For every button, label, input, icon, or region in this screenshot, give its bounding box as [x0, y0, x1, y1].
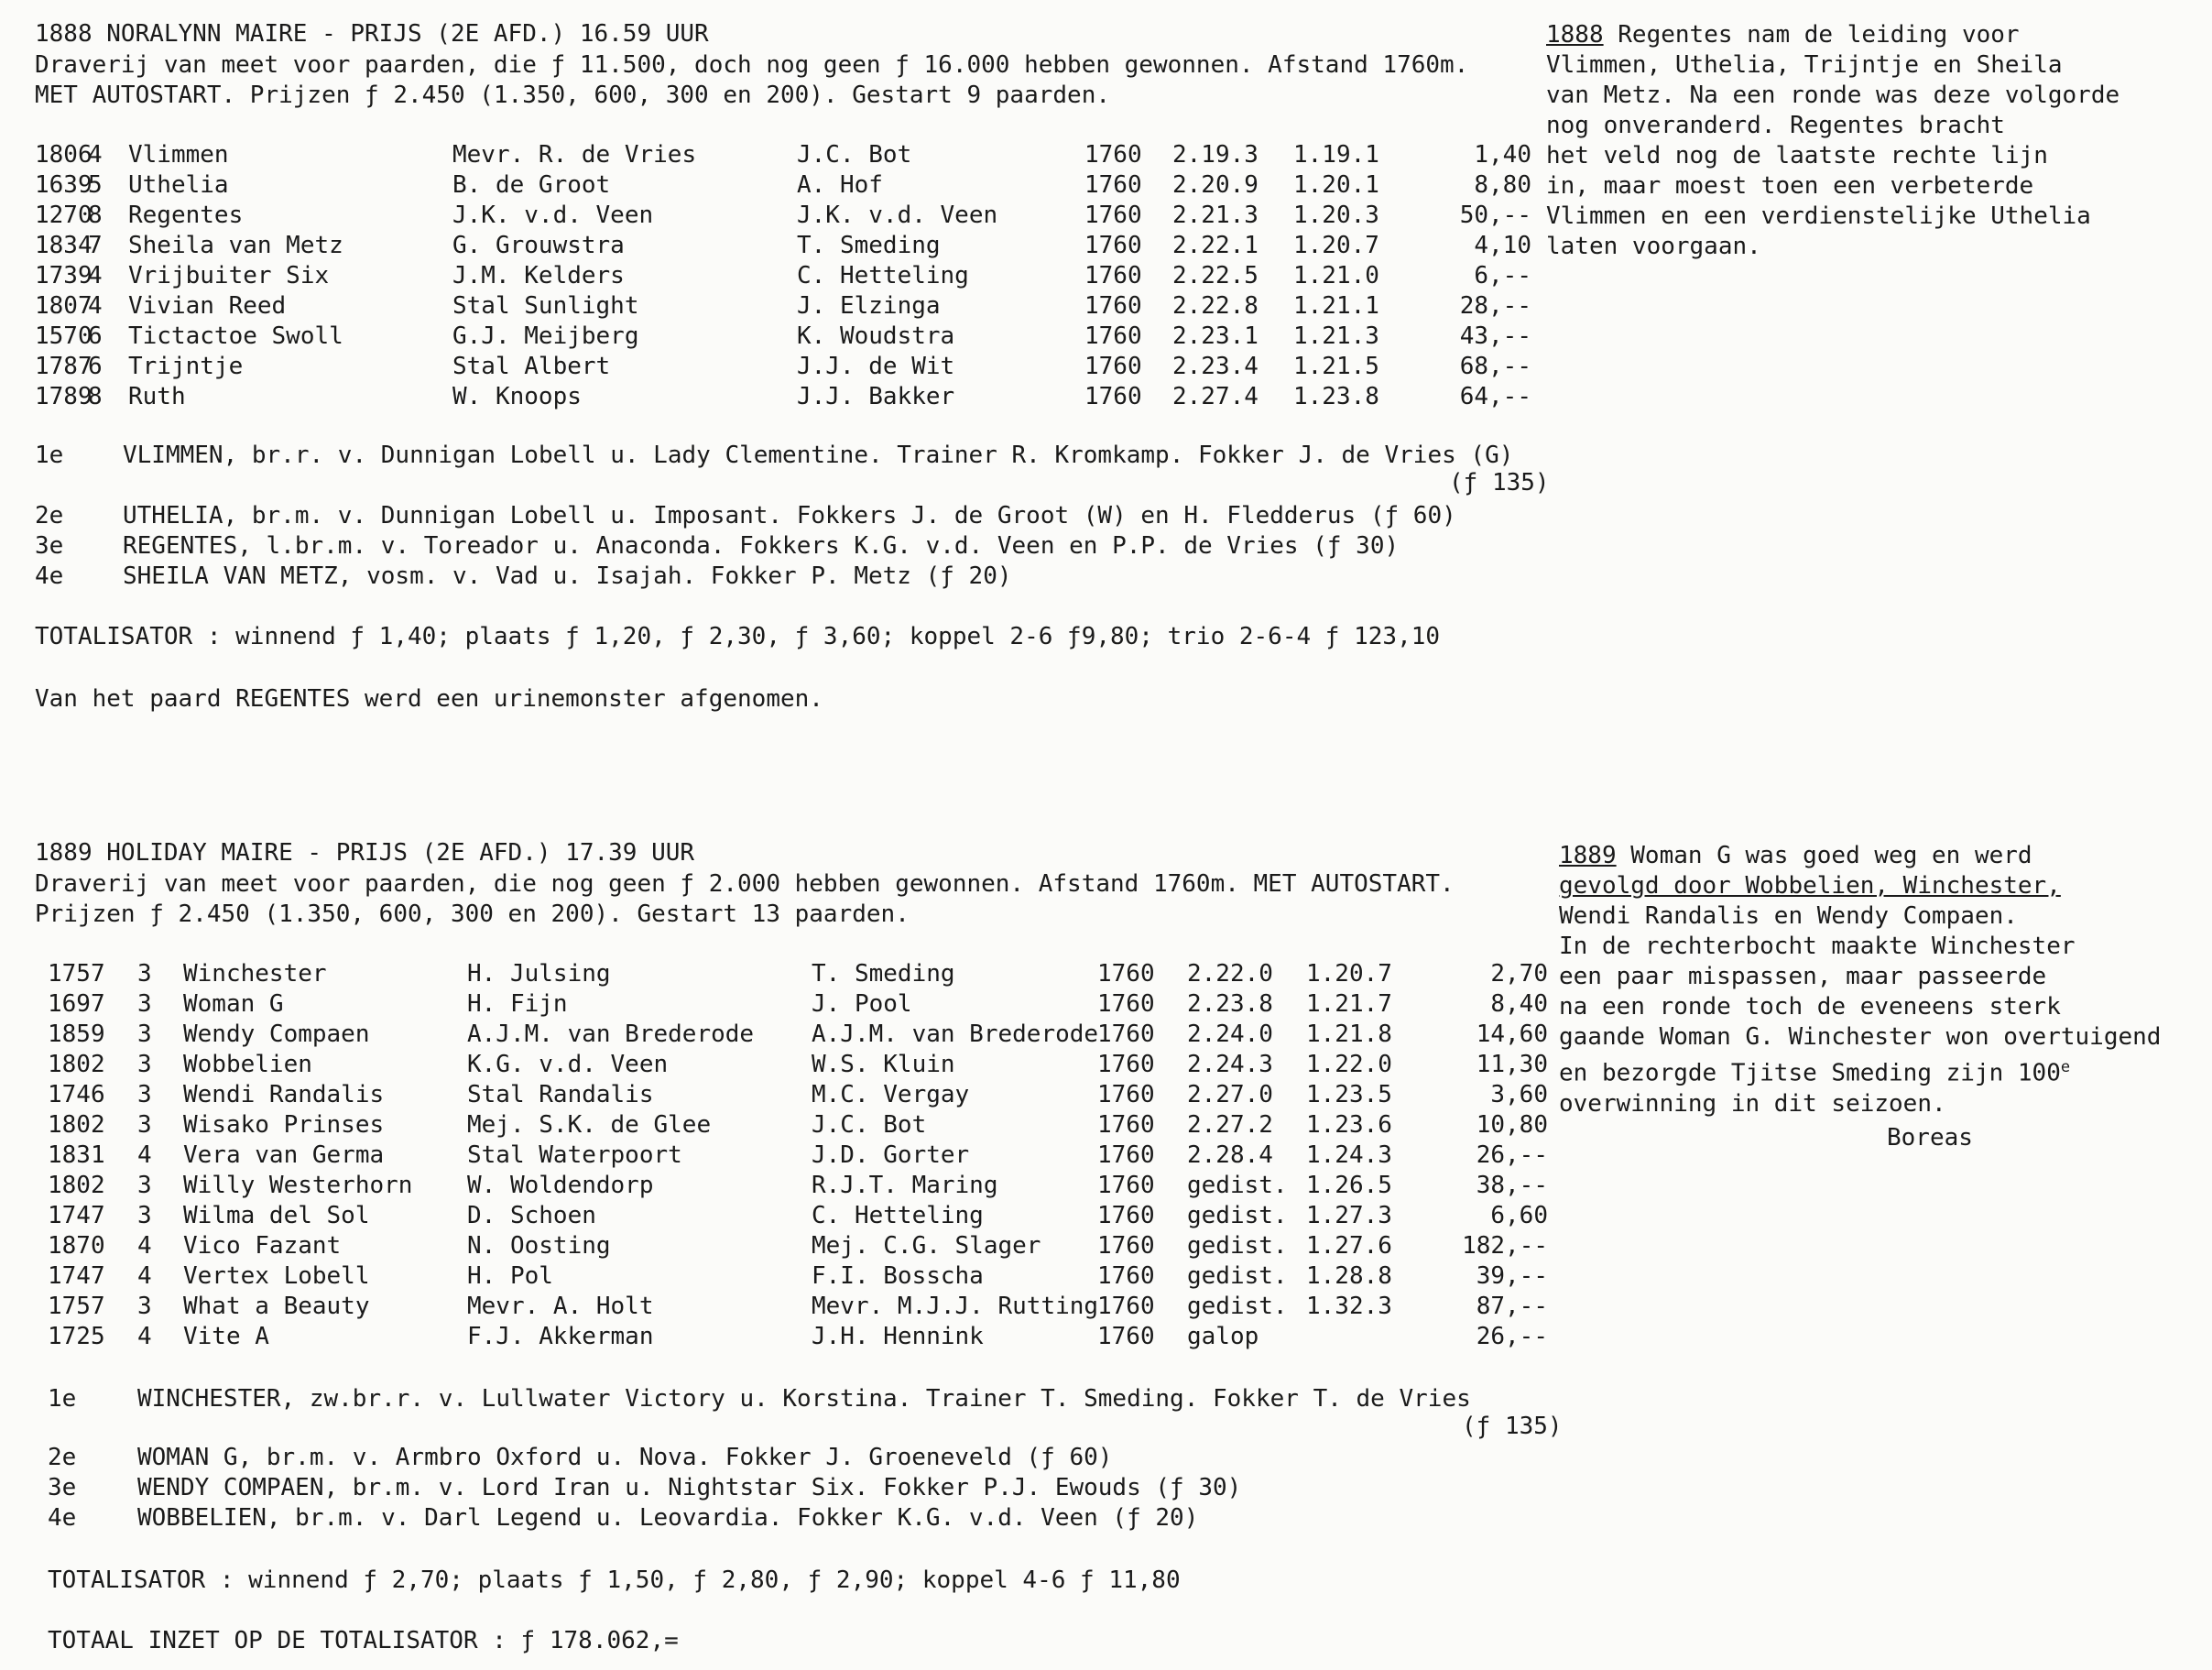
- cell-km: 1.21.0: [1293, 262, 1379, 289]
- cell-odds: 8,40: [1490, 990, 1548, 1018]
- place-position: 2e: [35, 502, 64, 529]
- cell-nr: 1787: [35, 353, 93, 380]
- race1-note-line: van Metz. Na een ronde was deze volgorde: [1546, 82, 2120, 109]
- cell-dist: 1760: [1084, 232, 1142, 259]
- cell-owner: B. de Groot: [452, 171, 611, 199]
- cell-driver: J.J. de Wit: [797, 353, 955, 380]
- cell-dist: 1760: [1097, 1081, 1155, 1108]
- cell-nr: 1739: [35, 262, 93, 289]
- cell-nr: 1802: [48, 1172, 105, 1199]
- race1-desc-1: Draverij van meet voor paarden, die ƒ 11.500, doch nog geen ƒ 16.000 hebben gewonnen. Afstand 1760m.: [35, 51, 1469, 79]
- race2-total-inzet: TOTAAL INZET OP DE TOTALISATOR : ƒ 178.062,=: [48, 1627, 679, 1654]
- cell-driver: A. Hof: [797, 171, 883, 199]
- race2-header: 1889 HOLIDAY MAIRE - PRIJS (2E AFD.) 17.39 UUR: [35, 839, 695, 867]
- cell-dist: 1760: [1084, 141, 1142, 169]
- cell-nr: 1697: [48, 990, 105, 1018]
- cell-time: 2.19.3: [1172, 141, 1259, 169]
- race2-note-line: na een ronde toch de eveneens sterk: [1559, 993, 2061, 1021]
- cell-odds: 14,60: [1476, 1021, 1548, 1048]
- cell-driver: J. Pool: [812, 990, 912, 1018]
- cell-dist: 1760: [1097, 1051, 1155, 1078]
- cell-nr: 1831: [48, 1141, 105, 1169]
- cell-nr: 1859: [48, 1021, 105, 1048]
- place-position: 3e: [48, 1474, 77, 1501]
- cell-time: gedist.: [1187, 1202, 1288, 1229]
- cell-driver: R.J.T. Maring: [812, 1172, 998, 1199]
- cell-time: 2.22.0: [1187, 960, 1273, 988]
- cell-driver: T. Smeding: [812, 960, 955, 988]
- cell-owner: A.J.M. van Brederode: [467, 1021, 755, 1048]
- cell-age: 3: [137, 1293, 152, 1320]
- cell-km: 1.21.8: [1306, 1021, 1392, 1048]
- cell-time: gedist.: [1187, 1172, 1288, 1199]
- cell-nr: 1746: [48, 1081, 105, 1108]
- cell-horse: Wendi Randalis: [183, 1081, 385, 1108]
- cell-horse: Vrijbuiter Six: [128, 262, 330, 289]
- cell-owner: Stal Sunlight: [452, 292, 639, 320]
- place-description: WOBBELIEN, br.m. v. Darl Legend u. Leovardia. Fokker K.G. v.d. Veen (ƒ 20): [137, 1504, 1199, 1532]
- cell-owner: F.J. Akkerman: [467, 1323, 654, 1350]
- place-position: 1e: [35, 442, 64, 469]
- cell-km: 1.21.7: [1306, 990, 1392, 1018]
- cell-horse: Trijntje: [128, 353, 244, 380]
- race2-note-line: Wendi Randalis en Wendy Compaen.: [1559, 902, 2018, 930]
- cell-owner: H. Pol: [467, 1262, 553, 1290]
- cell-age: 8: [88, 383, 103, 410]
- cell-dist: 1760: [1097, 1323, 1155, 1350]
- cell-driver: J.D. Gorter: [812, 1141, 970, 1169]
- race2-note-number: 1889: [1559, 842, 1617, 869]
- cell-age: 6: [88, 353, 103, 380]
- cell-dist: 1760: [1084, 383, 1142, 410]
- race1-desc-2: MET AUTOSTART. Prijzen ƒ 2.450 (1.350, 600, 300 en 200). Gestart 9 paarden.: [35, 82, 1110, 109]
- cell-driver: A.J.M. van Brederode: [812, 1021, 1099, 1048]
- place-description: WINCHESTER, zw.br.r. v. Lullwater Victory u. Korstina. Trainer T. Smeding. Fokker T. de Vries: [137, 1385, 1471, 1413]
- race2-note-superscript: e: [2060, 1058, 2071, 1076]
- cell-age: 4: [137, 1141, 152, 1169]
- cell-time: 2.20.9: [1172, 171, 1259, 199]
- cell-owner: Mevr. A. Holt: [467, 1293, 654, 1320]
- race2-note-line: overwinning in dit seizoen.: [1559, 1089, 1946, 1118]
- cell-driver: K. Woudstra: [797, 322, 955, 350]
- cell-nr: 1725: [48, 1323, 105, 1350]
- cell-dist: 1760: [1097, 1262, 1155, 1290]
- cell-nr: 1807: [35, 292, 93, 320]
- cell-odds: 4,10: [1474, 232, 1531, 259]
- race1-totalisator: TOTALISATOR : winnend ƒ 1,40; plaats ƒ 1,20, ƒ 2,30, ƒ 3,60; koppel 2-6 ƒ9,80; trio 2-6-4 ƒ 123,10: [35, 623, 1441, 650]
- cell-dist: 1760: [1097, 990, 1155, 1018]
- cell-horse: Vertex Lobell: [183, 1262, 370, 1290]
- race1-note: [1546, 20, 2119, 262]
- cell-km: 1.22.0: [1306, 1051, 1392, 1078]
- cell-time: 2.22.5: [1172, 262, 1259, 289]
- cell-age: 3: [137, 1021, 152, 1048]
- cell-age: 4: [137, 1323, 152, 1350]
- cell-age: 5: [88, 171, 103, 199]
- cell-odds: 11,30: [1476, 1051, 1548, 1078]
- cell-owner: W. Woldendorp: [467, 1172, 654, 1199]
- cell-nr: 1757: [48, 960, 105, 988]
- place-description: WENDY COMPAEN, br.m. v. Lord Iran u. Nightstar Six. Fokker P.J. Ewouds (ƒ 30): [137, 1474, 1242, 1501]
- cell-horse: Winchester: [183, 960, 327, 988]
- cell-odds: 6,60: [1490, 1202, 1548, 1229]
- cell-driver: J.K. v.d. Veen: [797, 202, 998, 229]
- cell-horse: Wendy Compaen: [183, 1021, 370, 1048]
- cell-km: 1.21.3: [1293, 322, 1379, 350]
- cell-km: 1.32.3: [1306, 1293, 1392, 1320]
- cell-odds: 26,--: [1476, 1323, 1548, 1350]
- cell-nr: 1806: [35, 141, 93, 169]
- race1-note-line: het veld nog de laatste rechte lijn: [1546, 142, 2048, 169]
- cell-horse: Vlimmen: [128, 141, 229, 169]
- cell-odds: 1,40: [1474, 141, 1531, 169]
- cell-nr: 1789: [35, 383, 93, 410]
- cell-odds: 68,--: [1459, 353, 1531, 380]
- cell-horse: Regentes: [128, 202, 244, 229]
- race1-note-line: nog onveranderd. Regentes bracht: [1546, 112, 2005, 139]
- cell-km: 1.23.5: [1306, 1081, 1392, 1108]
- cell-driver: J. Elzinga: [797, 292, 941, 320]
- cell-nr: 1834: [35, 232, 93, 259]
- cell-driver: J.H. Hennink: [812, 1323, 984, 1350]
- cell-age: 3: [137, 1081, 152, 1108]
- race2-note-line: gevolgd door Wobbelien, Winchester,: [1559, 872, 2061, 900]
- cell-owner: Stal Waterpoort: [467, 1141, 682, 1169]
- cell-time: 2.27.0: [1187, 1081, 1273, 1108]
- cell-horse: Vite A: [183, 1323, 269, 1350]
- cell-age: 3: [137, 1202, 152, 1229]
- race2-note-line: een paar mispassen, maar passeerde: [1559, 963, 2047, 990]
- cell-time: 2.28.4: [1187, 1141, 1273, 1169]
- cell-age: 3: [137, 1111, 152, 1139]
- race2-note: [1559, 841, 2161, 1153]
- cell-horse: Vivian Reed: [128, 292, 287, 320]
- cell-odds: 8,80: [1474, 171, 1531, 199]
- cell-odds: 87,--: [1476, 1293, 1548, 1320]
- place-position: 4e: [35, 562, 64, 590]
- cell-age: 4: [137, 1232, 152, 1260]
- cell-owner: Mevr. R. de Vries: [452, 141, 697, 169]
- cell-driver: C. Hetteling: [812, 1202, 984, 1229]
- cell-km: 1.20.3: [1293, 202, 1379, 229]
- race2-desc-1: Draverij van meet voor paarden, die nog geen ƒ 2.000 hebben gewonnen. Afstand 1760m. MET AUTOSTART.: [35, 870, 1455, 898]
- cell-age: 3: [137, 960, 152, 988]
- cell-dist: 1760: [1097, 1202, 1155, 1229]
- cell-dist: 1760: [1084, 353, 1142, 380]
- cell-odds: 28,--: [1459, 292, 1531, 320]
- cell-owner: N. Oosting: [467, 1232, 611, 1260]
- place-position: 3e: [35, 532, 64, 560]
- cell-driver: W.S. Kluin: [812, 1051, 955, 1078]
- cell-km: 1.19.1: [1293, 141, 1379, 169]
- signature: Boreas: [1887, 1123, 1973, 1152]
- cell-owner: W. Knoops: [452, 383, 582, 410]
- cell-time: 2.23.8: [1187, 990, 1273, 1018]
- cell-dist: 1760: [1097, 1021, 1155, 1048]
- cell-odds: 43,--: [1459, 322, 1531, 350]
- cell-dist: 1760: [1097, 1293, 1155, 1320]
- cell-time: 2.23.4: [1172, 353, 1259, 380]
- cell-time: 2.21.3: [1172, 202, 1259, 229]
- cell-odds: 38,--: [1476, 1172, 1548, 1199]
- cell-owner: G.J. Meijberg: [452, 322, 639, 350]
- cell-dist: 1760: [1084, 322, 1142, 350]
- cell-odds: 3,60: [1490, 1081, 1548, 1108]
- cell-nr: 1570: [35, 322, 93, 350]
- cell-age: 4: [137, 1262, 152, 1290]
- cell-km: 1.27.6: [1306, 1232, 1392, 1260]
- place-prize: (ƒ 135): [1449, 469, 1550, 497]
- cell-horse: Woman G: [183, 990, 284, 1018]
- cell-odds: 6,--: [1474, 262, 1531, 289]
- cell-age: 4: [88, 141, 103, 169]
- cell-horse: Willy Westerhorn: [183, 1172, 413, 1199]
- cell-nr: 1757: [48, 1293, 105, 1320]
- cell-km: 1.26.5: [1306, 1172, 1392, 1199]
- cell-age: 7: [88, 232, 103, 259]
- race2-note-line: en bezorgde Tjitse Smeding zijn 100: [1559, 1059, 2061, 1087]
- race1-note-line: Vlimmen, Uthelia, Trijntje en Sheila: [1546, 51, 2063, 79]
- cell-horse: What a Beauty: [183, 1293, 370, 1320]
- race2-note-line: Woman G was goed weg en werd: [1616, 842, 2032, 869]
- cell-km: 1.21.1: [1293, 292, 1379, 320]
- cell-km: 1.27.3: [1306, 1202, 1392, 1229]
- cell-driver: Mej. C.G. Slager: [812, 1232, 1041, 1260]
- cell-km: 1.20.7: [1293, 232, 1379, 259]
- place-description: WOMAN G, br.m. v. Armbro Oxford u. Nova. Fokker J. Groeneveld (ƒ 60): [137, 1444, 1113, 1471]
- cell-age: 3: [137, 990, 152, 1018]
- cell-driver: M.C. Vergay: [812, 1081, 970, 1108]
- cell-dist: 1760: [1097, 1232, 1155, 1260]
- cell-nr: 1639: [35, 171, 93, 199]
- race1-note-line: laten voorgaan.: [1546, 233, 1761, 260]
- cell-driver: J.C. Bot: [812, 1111, 927, 1139]
- cell-odds: 182,--: [1462, 1232, 1548, 1260]
- cell-time: 2.22.1: [1172, 232, 1259, 259]
- race2-desc-2: Prijzen ƒ 2.450 (1.350, 600, 300 en 200). Gestart 13 paarden.: [35, 900, 910, 928]
- race2-note-line: gaande Woman G. Winchester won overtuigend: [1559, 1023, 2162, 1051]
- cell-time: 2.24.0: [1187, 1021, 1273, 1048]
- cell-time: gedist.: [1187, 1262, 1288, 1290]
- place-prize: (ƒ 135): [1462, 1413, 1563, 1440]
- cell-driver: C. Hetteling: [797, 262, 969, 289]
- cell-driver: J.J. Bakker: [797, 383, 955, 410]
- cell-time: 2.22.8: [1172, 292, 1259, 320]
- race1-note-line: in, maar moest toen een verbeterde: [1546, 172, 2034, 200]
- cell-km: 1.28.8: [1306, 1262, 1392, 1290]
- cell-driver: Mevr. M.J.J. Rutting: [812, 1293, 1099, 1320]
- cell-horse: Vera van Germa: [183, 1141, 385, 1169]
- cell-dist: 1760: [1084, 202, 1142, 229]
- cell-horse: Tictactoe Swoll: [128, 322, 343, 350]
- cell-dist: 1760: [1097, 1111, 1155, 1139]
- race1-remark: Van het paard REGENTES werd een urinemonster afgenomen.: [35, 685, 823, 713]
- cell-horse: Uthelia: [128, 171, 229, 199]
- cell-odds: 2,70: [1490, 960, 1548, 988]
- cell-owner: D. Schoen: [467, 1202, 596, 1229]
- place-description: VLIMMEN, br.r. v. Dunnigan Lobell u. Lady Clementine. Trainer R. Kromkamp. Fokker J. de Vries (G): [123, 442, 1514, 469]
- cell-owner: G. Grouwstra: [452, 232, 625, 259]
- cell-dist: 1760: [1097, 1141, 1155, 1169]
- cell-time: 2.27.4: [1172, 383, 1259, 410]
- race1-note-line: Vlimmen en een verdienstelijke Uthelia: [1546, 202, 2091, 230]
- cell-km: 1.20.1: [1293, 171, 1379, 199]
- cell-owner: H. Julsing: [467, 960, 611, 988]
- cell-owner: Stal Albert: [452, 353, 611, 380]
- cell-owner: J.K. v.d. Veen: [452, 202, 654, 229]
- cell-horse: Sheila van Metz: [128, 232, 343, 259]
- place-description: REGENTES, l.br.m. v. Toreador u. Anaconda. Fokkers K.G. v.d. Veen en P.P. de Vries (ƒ 30): [123, 532, 1400, 560]
- cell-time: gedist.: [1187, 1232, 1288, 1260]
- cell-dist: 1760: [1097, 1172, 1155, 1199]
- cell-dist: 1760: [1084, 171, 1142, 199]
- cell-owner: J.M. Kelders: [452, 262, 625, 289]
- place-description: SHEILA VAN METZ, vosm. v. Vad u. Isajah. Fokker P. Metz (ƒ 20): [123, 562, 1012, 590]
- race1-header: 1888 NORALYNN MAIRE - PRIJS (2E AFD.) 16.59 UUR: [35, 20, 709, 48]
- cell-owner: H. Fijn: [467, 990, 568, 1018]
- cell-dist: 1760: [1097, 960, 1155, 988]
- cell-time: 2.23.1: [1172, 322, 1259, 350]
- cell-time: 2.24.3: [1187, 1051, 1273, 1078]
- cell-horse: Ruth: [128, 383, 186, 410]
- race1-note-line: Regentes nam de leiding voor: [1603, 21, 2020, 49]
- cell-owner: K.G. v.d. Veen: [467, 1051, 669, 1078]
- place-position: 4e: [48, 1504, 77, 1532]
- cell-time: 2.27.2: [1187, 1111, 1273, 1139]
- place-position: 2e: [48, 1444, 77, 1471]
- place-position: 1e: [48, 1385, 77, 1413]
- cell-km: 1.24.3: [1306, 1141, 1392, 1169]
- cell-age: 4: [88, 262, 103, 289]
- cell-km: 1.20.7: [1306, 960, 1392, 988]
- cell-odds: 10,80: [1476, 1111, 1548, 1139]
- cell-horse: Wilma del Sol: [183, 1202, 370, 1229]
- cell-age: 6: [88, 322, 103, 350]
- cell-time: galop: [1187, 1323, 1259, 1350]
- race2-totalisator: TOTALISATOR : winnend ƒ 2,70; plaats ƒ 1,50, ƒ 2,80, ƒ 2,90; koppel 4-6 ƒ 11,80: [48, 1566, 1181, 1594]
- cell-km: 1.23.8: [1293, 383, 1379, 410]
- cell-km: 1.21.5: [1293, 353, 1379, 380]
- cell-time: gedist.: [1187, 1293, 1288, 1320]
- cell-dist: 1760: [1084, 262, 1142, 289]
- cell-age: 3: [137, 1172, 152, 1199]
- place-description: UTHELIA, br.m. v. Dunnigan Lobell u. Imposant. Fokkers J. de Groot (W) en H. Fledderus (ƒ 60): [123, 502, 1456, 529]
- cell-dist: 1760: [1084, 292, 1142, 320]
- cell-nr: 1802: [48, 1111, 105, 1139]
- cell-odds: 50,--: [1459, 202, 1531, 229]
- race2-note-line: In de rechterbocht maakte Winchester: [1559, 933, 2076, 960]
- cell-owner: Stal Randalis: [467, 1081, 654, 1108]
- cell-age: 3: [137, 1051, 152, 1078]
- cell-km: 1.23.6: [1306, 1111, 1392, 1139]
- cell-nr: 1747: [48, 1202, 105, 1229]
- cell-odds: 39,--: [1476, 1262, 1548, 1290]
- cell-nr: 1870: [48, 1232, 105, 1260]
- cell-odds: 64,--: [1459, 383, 1531, 410]
- cell-nr: 1802: [48, 1051, 105, 1078]
- cell-driver: J.C. Bot: [797, 141, 912, 169]
- cell-age: 4: [88, 292, 103, 320]
- cell-nr: 1270: [35, 202, 93, 229]
- cell-horse: Vico Fazant: [183, 1232, 342, 1260]
- cell-horse: Wisako Prinses: [183, 1111, 385, 1139]
- cell-odds: 26,--: [1476, 1141, 1548, 1169]
- cell-driver: T. Smeding: [797, 232, 941, 259]
- cell-horse: Wobbelien: [183, 1051, 312, 1078]
- cell-nr: 1747: [48, 1262, 105, 1290]
- cell-owner: Mej. S.K. de Glee: [467, 1111, 712, 1139]
- cell-driver: F.I. Bosscha: [812, 1262, 984, 1290]
- race1-note-number: 1888: [1546, 21, 1604, 49]
- cell-age: 8: [88, 202, 103, 229]
